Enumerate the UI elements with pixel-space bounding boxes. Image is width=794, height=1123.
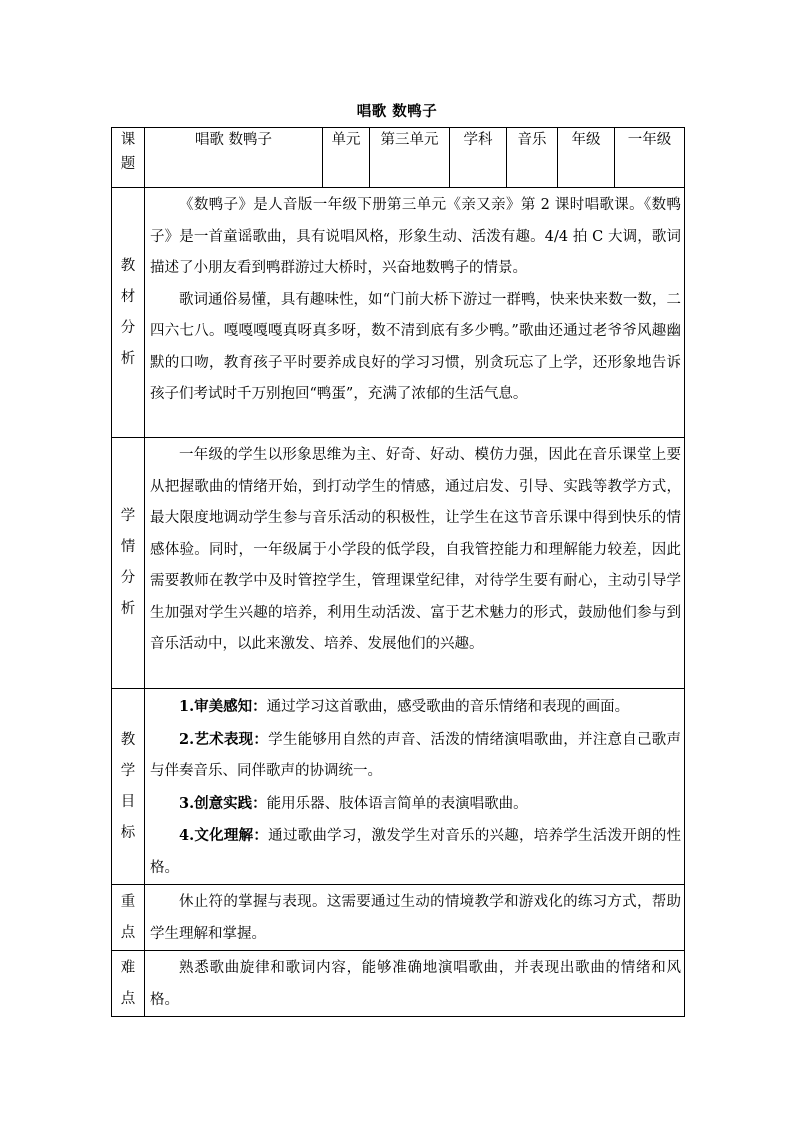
material-paragraph: 歌词通俗易懂，具有趣味性，如“门前大桥下游过一群鸭，快来快来数一数，二四六七八。嘎嘎嘎嘎真呀真多呀，数不清到底有多少鸭。”歌曲还通过老爷爷风趣幽默的口吻，教育孩子平时要养成良好的学习习惯，别贪玩忘了上学，还形象地告诉孩子们考试时千万别抱回“鸭蛋”，充满了浓郁的生活气息。 [150,291,681,402]
topic-value-cell: 唱歌 数鸭子 [145,128,323,188]
unit-value-cell: 第三单元 [370,128,450,188]
topic-label-char: 课题 [120,132,136,172]
goal-text: 通过学习这首歌曲，感受歌曲的音乐情绪和表现的画面。 [266,699,630,715]
goal-text: 学生能够用自然的声音、活泼的情绪演唱歌曲，并注意自己歌声与伴奏音乐、同伴歌声的协调统一。 [150,731,682,779]
students-row [112,438,685,689]
students-content [145,438,685,689]
goals-row [112,689,685,885]
topic-label-cell [112,128,145,188]
grade-label-cell: 年级 [558,128,615,188]
goal-heading: 1.审美感知： [179,698,267,715]
difficulty-label: 难 点 [112,951,145,1017]
key-point-row [112,885,685,951]
subject-label-cell: 学科 [450,128,507,188]
goals-label: 教 学 目 标 [112,689,145,885]
goal-heading: 4.文化理解： [179,827,269,844]
difficulty-row [112,951,685,1017]
subject-value-cell: 音乐 [507,128,558,188]
page-title: 唱歌 数鸭子 [356,103,438,120]
grade-value-cell: 一年级 [615,128,685,188]
lesson-plan-table [111,127,685,1017]
material-content [145,188,685,438]
students-label: 学 情 分 析 [112,438,145,689]
goal-heading: 2.艺术表现： [179,730,269,748]
goal-text: 通过歌曲学习，激发学生对音乐的兴趣，培养学生活泼开朗的性格。 [150,828,682,876]
students-paragraph: 一年级的学生以形象思维为主、好奇、好动、模仿力强，因此在音乐课堂上要从把握歌曲的情绪开始，到打动学生的情感，通过启发、引导、实践等教学方式，最大限度地调动学生参与音乐活动的积极性，让学生在这节音乐课中得到快乐的情感体验。同时，一年级属于小学段的低学段，自我管控能力和理解能力较差，因此需要教师在教学中及时管控学生，管理课堂纪律，对待学生要有耐心，主动引导学生加强对学生兴趣的培养，利用生动活泼、富于艺术魅力的形式，鼓励他们参与到音乐活动中，以此来激发、培养、发展他们的兴趣。 [150,447,681,652]
difficulty-paragraph: 熟悉歌曲旋律和歌词内容，能够准确地演唱歌曲，并表现出歌曲的情绪和风格。 [150,960,681,1008]
material-label: 教 材 分 析 [112,188,145,438]
material-row [112,188,685,438]
goal-item [150,788,681,821]
goals-content [145,689,685,885]
key-point-paragraph: 休止符的掌握与表现。这需要通过生动的情境教学和游戏化的练习方式，帮助学生理解和掌握。 [150,894,681,942]
key-point-content [145,885,685,951]
goal-item [150,724,681,788]
header-row [112,128,685,188]
goal-heading: 3.创意实践： [179,794,267,812]
goal-text: 能用乐器、肢体语言简单的表演唱歌曲。 [266,795,528,812]
goal-item [150,691,681,724]
difficulty-content [145,951,685,1017]
goal-item [150,820,681,884]
material-paragraph: 《数鸭子》是人音版一年级下册第三单元《亲又亲》第 2 课时唱歌课。《数鸭子》是一首童谣歌曲，具有说唱风格，形象生动、活泼有趣。4/4 拍 C 大调，歌词描述了小朋友看到鸭群游过大桥时，兴奋地数鸭子的情景。 [150,197,681,276]
key-point-label: 重 点 [112,885,145,951]
unit-label-cell: 单元 [323,128,370,188]
